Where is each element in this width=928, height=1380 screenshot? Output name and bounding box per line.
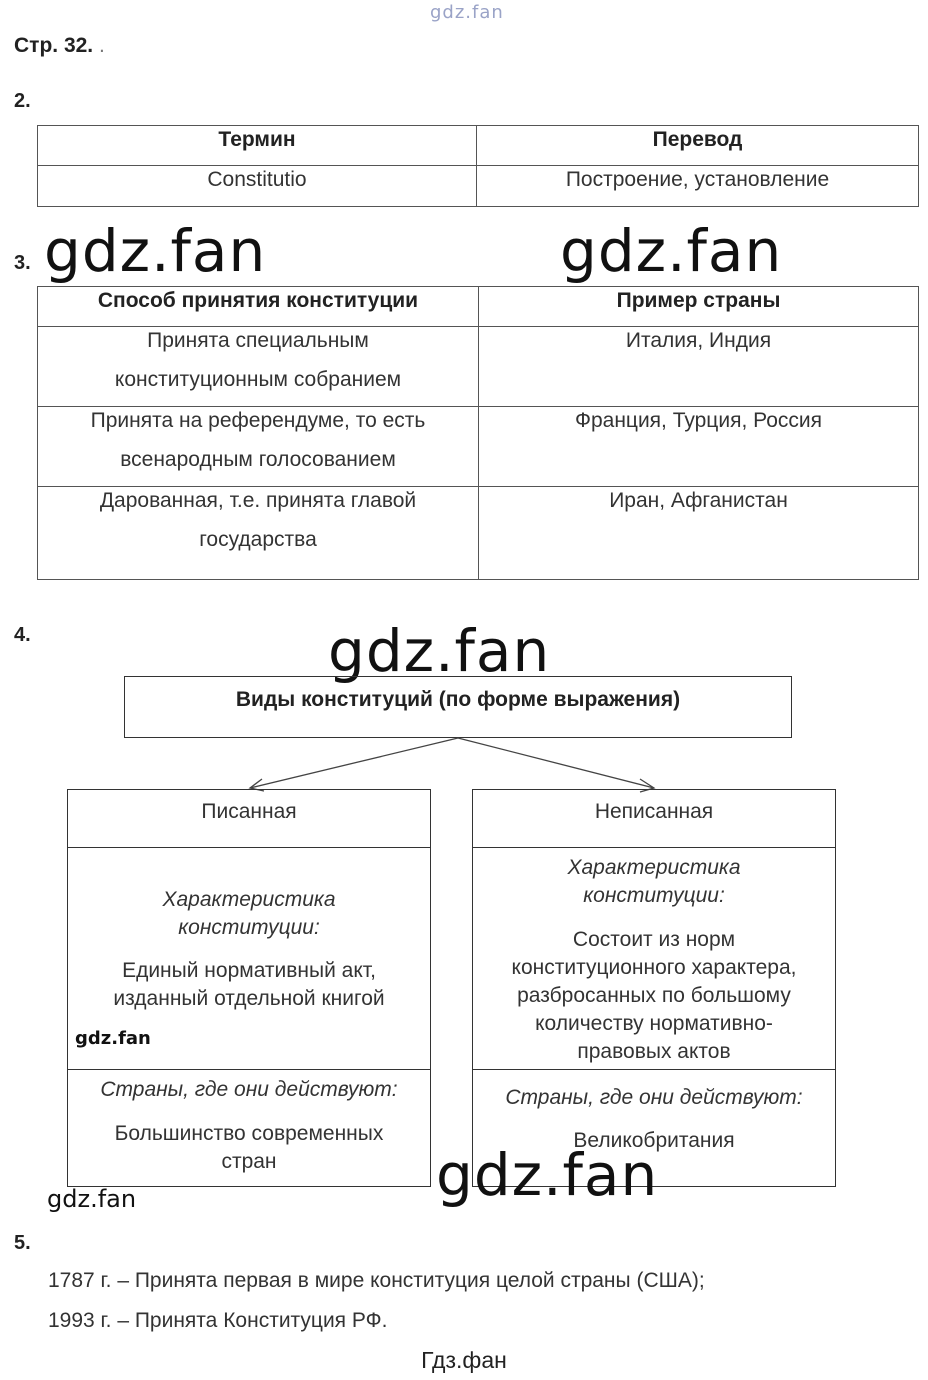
unwritten-char-text-line: Состоит из норм (572, 928, 736, 951)
unwritten-countries-label: Страны, где они действуют: (505, 1086, 803, 1109)
arrow-right (458, 738, 654, 788)
task5-line: 1787 г. – Принята первая в мире конституция целой страны (США); (48, 1269, 705, 1292)
task3-method-line: Принята специальным (147, 329, 369, 352)
task3-method-line: конституционным собранием (114, 368, 402, 391)
watermark-text: gdz.fan (328, 617, 551, 685)
written-countries-label: Страны, где они действуют: (100, 1078, 398, 1101)
watermark-text: gdz.fan (75, 1028, 151, 1049)
unwritten-char-text-line: разбросанных по большому (517, 984, 791, 1007)
written-char-label-line: конституции: (178, 916, 320, 939)
unwritten-char-text-line: количеству нормативно- (535, 1012, 773, 1035)
task3-method-line: государства (199, 528, 317, 551)
task2-number: 2. (14, 90, 31, 112)
written-countries-line: Большинство современных (114, 1122, 384, 1145)
written-char-text-line: изданный отдельной книгой (113, 987, 385, 1010)
task3-method-line: всенародным голосованием (120, 448, 396, 471)
written-char-text-line: Единый нормативный акт, (122, 959, 376, 982)
task2-term: Constitutio (38, 166, 477, 207)
task3-number: 3. (14, 252, 31, 274)
unwritten-char-text-line: конституционного характера, (511, 956, 797, 979)
written-title-box (67, 789, 431, 848)
written-char-label-line: Характеристика (162, 888, 336, 911)
page-ref-dot: . (98, 34, 105, 57)
watermark-text: gdz.fan (44, 217, 267, 285)
unwritten-char-label-line: конституции: (583, 884, 725, 907)
watermark-text: gdz.fan (560, 217, 783, 285)
written-countries-line: стран (221, 1150, 277, 1173)
task2-header-term: Термин (38, 126, 477, 166)
task3-method-line: Дарованная, т.е. принята главой (99, 489, 417, 512)
task5-line: 1993 г. – Принята Конституция РФ. (48, 1309, 388, 1332)
written-title: Писанная (201, 800, 297, 823)
unwritten-countries-line: Великобритания (573, 1129, 735, 1152)
unwritten-char-label-line: Характеристика (567, 856, 741, 879)
task3-header-example: Пример страны (479, 287, 919, 327)
unwritten-title-box (472, 789, 836, 848)
arrow-left (250, 738, 458, 788)
task3-example: Франция, Турция, Россия (479, 407, 919, 487)
footer-watermark: Гдз.фан (421, 1347, 507, 1373)
watermark-text: gdz.fan (436, 1141, 659, 1209)
task2-header-translation: Перевод (477, 126, 919, 166)
unwritten-char-text-line: правовых актов (577, 1040, 731, 1063)
page-ref-text: Стр. 32. (14, 34, 94, 57)
task3-example: Иран, Афганистан (479, 487, 919, 580)
task5-number: 5. (14, 1232, 31, 1254)
written-countries-box (67, 1069, 431, 1187)
diagram-root-label: Виды конституций (по форме выражения) (235, 688, 681, 711)
task2-translation: Построение, установление (477, 166, 919, 207)
top-watermark: gdz.fan (430, 2, 504, 23)
unwritten-title: Неписанная (594, 800, 714, 823)
task4-number: 4. (14, 624, 31, 646)
task3-example: Италия, Индия (479, 327, 919, 407)
watermark-text: gdz.fan (47, 1185, 137, 1213)
task3-method-line: Принята на референдуме, то есть (90, 409, 426, 432)
task3-header-method: Способ принятия конституции (38, 287, 479, 327)
unwritten-characteristic-box (472, 847, 836, 1070)
